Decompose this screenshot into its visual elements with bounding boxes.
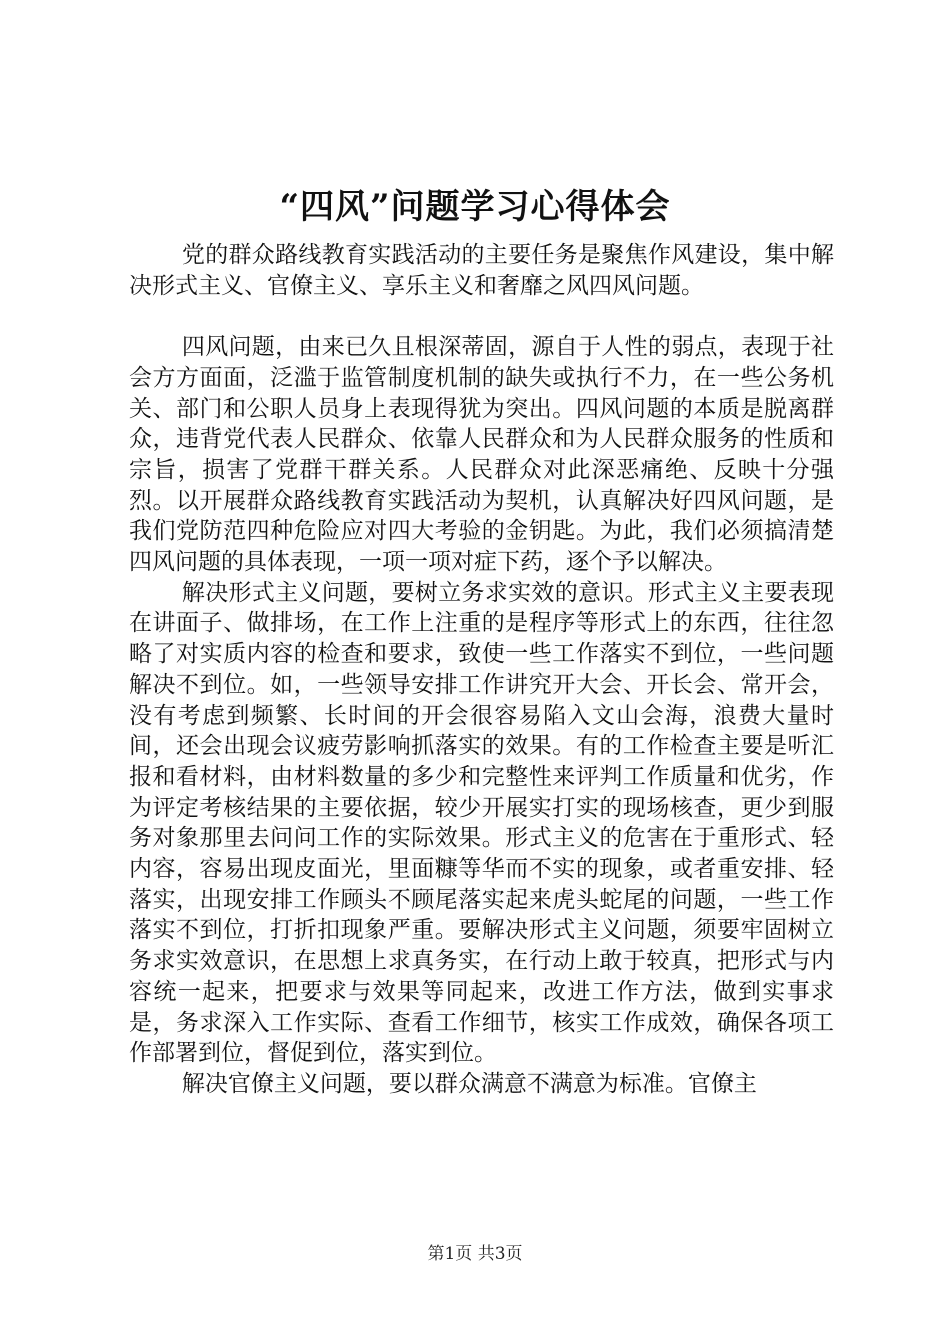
paragraph-formalism: 解决形式主义问题，要树立务求实效的意识。形式主义主要表现在讲面子、做排场，在工作上注重的是程序等形式上的东西，往往忽略了对实质内容的检查和要求，致使一些工作落实不到位，一些问题解决不到位。如，一些领导安排工作讲究开大会、开长会、常开会，没有考虑到频繁、长时间的开会很容易陷入文山会海，浪费大量时间，还会出现会议疲劳影响抓落实的效果。有的工作检查主要是听汇报和看材料，由材料数量的多少和完整性来评判工作质量和优劣，作为评定考核结果的主要依据，较少开展实打实的现场核查，更少到服务对象那里去问问工作的实际效果。形式主义的危害在于重形式、轻内容，容易出现皮面光，里面糠等华而不实的现象，或者重安排、轻落实，出现安排工作顾头不顾尾落实起来虎头蛇尾的问题，一些工作落实不到位，打折扣现象严重。要解决形式主义问题，须要牢固树立务求实效意识，在思想上求真务实，在行动上敢于较真，把形式与内容统一起来，把要求与效果等同起来，改进工作方法，做到实事求是，务求深入工作实际、查看工作细节，核实工作成效，确保各项工作部署到位，督促到位，落实到位。 (129, 579, 834, 1067)
paragraph-intro: 党的群众路线教育实践活动的主要任务是聚焦作风建设，集中解决形式主义、官僚主义、享乐主义和奢靡之风四风问题。 (129, 242, 834, 299)
paragraph-four-winds: 四风问题，由来已久且根深蒂固，源自于人性的弱点，表现于社会方方面面，泛滥于监管制度机制的缺失或执行不力，在一些公务机关、部门和公职人员身上表现得犹为突出。四风问题的本质是脱离群众，违背党代表人民群众、依靠人民群众和为人民群众服务的性质和宗旨，损害了党群干群关系。人民群众对此深恶痛绝、反映十分强烈。以开展群众路线教育实践活动为契机，认真解决好四风问题，是我们党防范四种危险应对四大考验的金钥匙。为此，我们必须搞清楚四风问题的具体表现，一项一项对症下药，逐个予以解决。 (129, 334, 834, 576)
paragraph-bureaucracy: 解决官僚主义问题，要以群众满意不满意为标准。官僚主 (181, 1070, 757, 1097)
page-footer: 第1页 共3页 (427, 1244, 523, 1264)
document-title: “四风”问题学习心得体会 (279, 187, 671, 227)
document-body (129, 240, 834, 1100)
